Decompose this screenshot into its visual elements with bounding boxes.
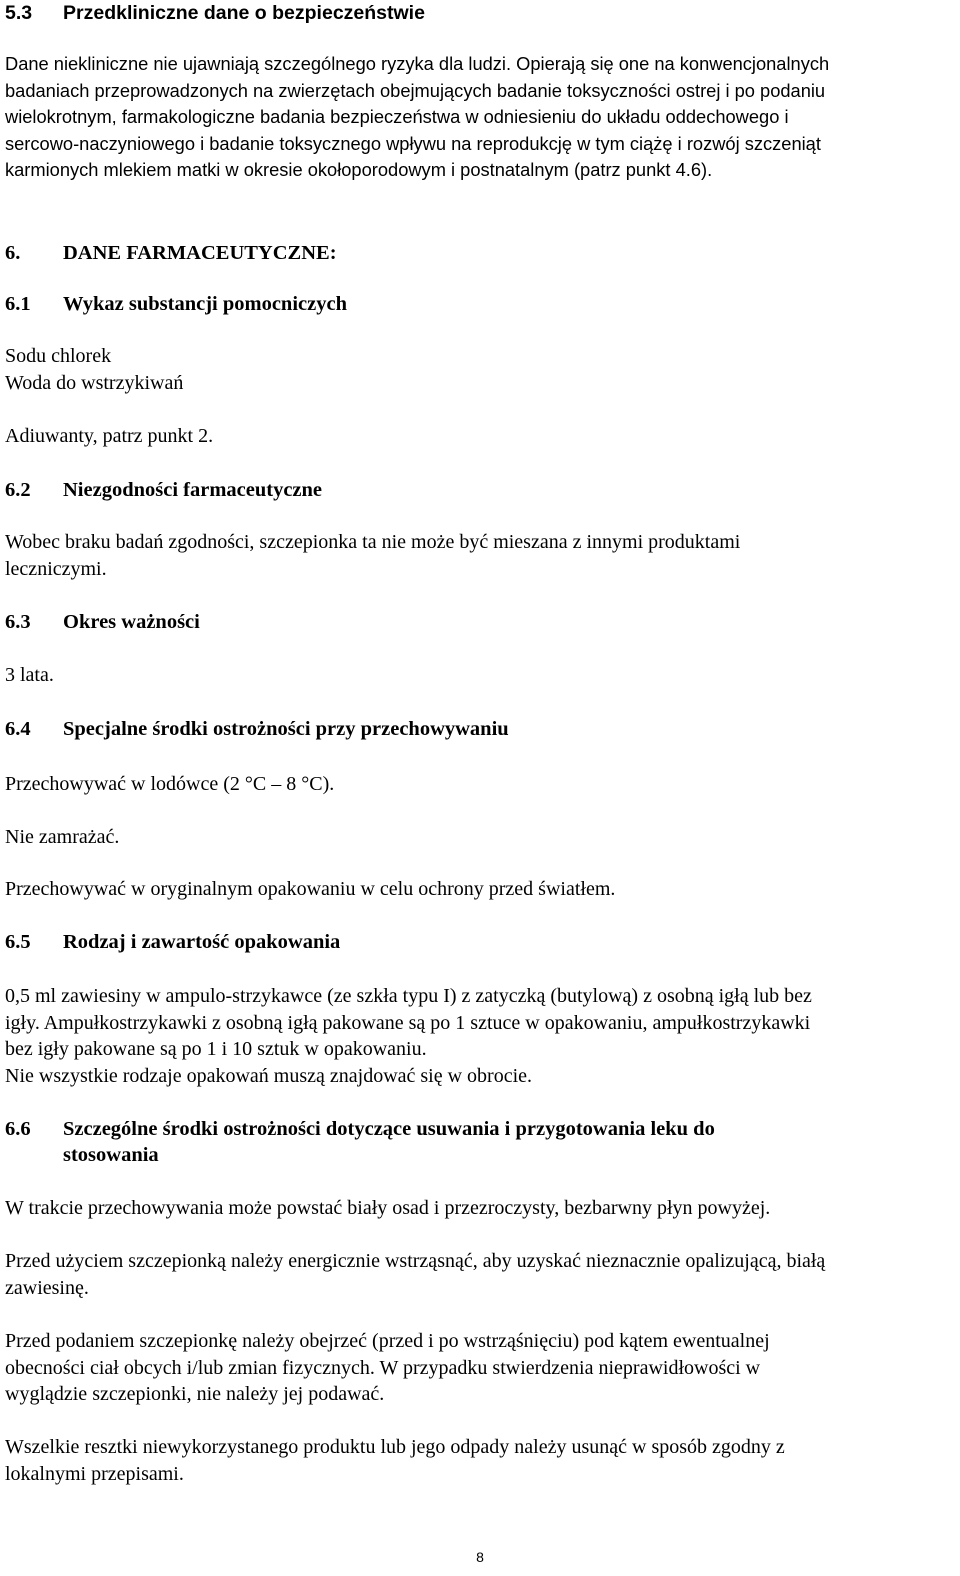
page-number: 8 [476, 1549, 484, 1565]
text-line: Przed podaniem szczepionkę należy obejrzeć (przed i po wstrząśnięciu) pod kątem ewentualnej [5, 1330, 770, 1352]
list-item: Sodu chlorek [5, 345, 112, 367]
text-line: 0,5 ml zawiesiny w ampulo-strzykawce (ze szkła typu I) z zatyczką (butylową) z osobną igłą lub bez [5, 985, 812, 1007]
section-heading-6-1 [5, 291, 347, 317]
section-title: Przedkliniczne dane o bezpieczeństwie [63, 2, 425, 24]
section-heading-5-3 [5, 0, 425, 26]
section-6-5-paragraph [5, 983, 950, 1089]
section-heading-6-2 [5, 477, 322, 503]
section-6-6-paragraph-3 [5, 1328, 950, 1408]
adjuvants-note: Adiuwanty, patrz punkt 2. [5, 425, 214, 447]
text-line: karmionych mlekiem matki w okresie okołoporodowym i postnatalnym (patrz punkt 4.6). [5, 159, 713, 180]
section-number: 6.3 [5, 611, 31, 633]
text-line: wielokrotnym, farmakologiczne badania bezpieczeństwa w odniesieniu do układu oddechowego i [5, 106, 789, 127]
section-title: Specjalne środki ostrożności przy przechowywaniu [63, 718, 509, 740]
text-line: Wszelkie resztki niewykorzystanego produktu lub jego odpady należy usunąć w sposób zgodny z [5, 1436, 785, 1458]
section-title: DANE FARMACEUTYCZNE: [63, 242, 337, 264]
section-title-line: stosowania [63, 1144, 159, 1166]
section-number: 6.6 [5, 1118, 31, 1140]
section-6-6-paragraph-4 [5, 1434, 950, 1487]
section-title: Niezgodności farmaceutyczne [63, 479, 323, 501]
section-6-2-paragraph [5, 529, 950, 582]
section-title-line: Szczególne środki ostrożności dotyczące usuwania i przygotowania leku do [63, 1118, 715, 1140]
text-line: bez igły pakowane są po 1 i 10 sztuk w opakowaniu. [5, 1038, 427, 1060]
storage-paragraph: Przechowywać w oryginalnym opakowaniu w celu ochrony przed światłem. [5, 878, 616, 900]
section-number: 6.2 [5, 479, 31, 501]
section-number: 6.5 [5, 931, 31, 953]
section-number: 6.1 [5, 293, 31, 315]
section-6-6-paragraph-1: W trakcie przechowywania może powstać biały osad i przezroczysty, bezbarwny płyn powyżej. [5, 1197, 771, 1219]
section-title: Rodzaj i zawartość opakowania [63, 931, 341, 953]
text-line: sercowo-naczyniowego i badanie toksycznego wpływu na reprodukcję w tym ciążę i rozwój szczeniąt [5, 132, 821, 154]
section-title: Okres ważności [63, 611, 200, 633]
text-line: Przed użyciem szczepionką należy energicznie wstrząsnąć, aby uzyskać nieznacznie opalizującą, białą [5, 1250, 826, 1272]
text-line: lokalnymi przepisami. [5, 1462, 184, 1485]
section-number: 6.4 [5, 718, 31, 740]
text-line: wyglądzie szczepionki, nie należy jej podawać. [5, 1383, 385, 1405]
text-line: Dane niekliniczne nie ujawniają szczególnego ryzyka dla ludzi. Opierają się one na konwencjonalnych [5, 53, 830, 74]
section-number: 6. [5, 242, 21, 264]
text-line: Nie wszystkie rodzaje opakowań muszą znajdować się w obrocie. [5, 1064, 533, 1087]
section-heading-6-4 [5, 716, 509, 742]
text-line: zawiesinę. [5, 1276, 89, 1299]
section-heading-6-6 [5, 1116, 945, 1168]
text-line: obecności ciał obcych i/lub zmian fizycznych. W przypadku stwierdzenia nieprawidłowości w [5, 1356, 761, 1379]
list-item: Woda do wstrzykiwań [5, 371, 184, 394]
section-heading-6-3 [5, 609, 200, 635]
text-line: igły. Ampułkostrzykawki z osobną igłą pakowane są po 1 sztuce w opakowaniu, ampułkostrzykawki [5, 1011, 811, 1034]
section-5-3-paragraph [5, 51, 950, 184]
section-heading-6-5 [5, 929, 340, 955]
text-line: Wobec braku badań zgodności, szczepionka ta nie może być mieszana z innymi produktami [5, 531, 741, 553]
shelf-life-text: 3 lata. [5, 664, 54, 686]
excipients-list [5, 343, 950, 396]
text-line: badaniach przeprowadzonych na zwierzętach obejmujących badanie toksyczności ostrej i po podaniu [5, 79, 826, 101]
section-number: 5.3 [5, 2, 33, 24]
storage-paragraph: Nie zamrażać. [5, 826, 120, 848]
section-6-6-paragraph-2 [5, 1248, 950, 1301]
section-title: Wykaz substancji pomocniczych [63, 293, 347, 315]
text-line: leczniczymi. [5, 557, 107, 580]
storage-paragraph: Przechowywać w lodówce (2 °C – 8 °C). [5, 773, 335, 795]
section-heading-6 [5, 240, 337, 266]
